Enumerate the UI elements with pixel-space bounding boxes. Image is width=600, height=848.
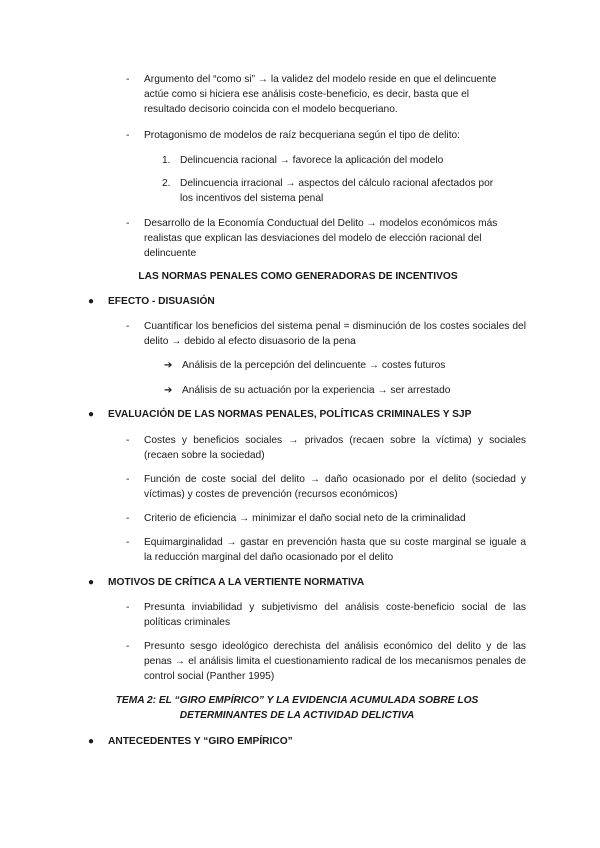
heading-efecto-disuasion: EFECTO - DISUASIÓN (108, 296, 215, 307)
paragraph-inviabilidad: Presunta inviabilidad y subjetivismo del análisis coste-beneficio social de las políticas criminales (144, 602, 526, 628)
section-title: LAS NORMAS PENALES COMO GENERADORAS DE INCENTIVOS (138, 271, 458, 282)
paragraph-como-si: Argumento del “como si” → la validez del modelo reside en que el delincuente actúe como si hiciera ese análisis coste-beneficio, es decir, basta que el resultado decisorio coincida con el modelo becqueriano. (144, 74, 497, 115)
tema-title-line1: TEMA 2: EL “GIRO EMPÍRICO” Y LA EVIDENCIA ACUMULADA SOBRE LOS (115, 695, 479, 706)
dash-marker: - (126, 218, 130, 229)
bullet-icon: ● (88, 296, 95, 307)
paragraph-equimarginalidad: Equimarginalidad → gastar en prevención hasta que su coste marginal se iguale a la reducción marginal del daño ocasionado por el delito (144, 537, 526, 563)
paragraph-cuantificar: Cuantificar los beneficios del sistema penal = disminución de los costes sociales del delito → debido al efecto disuasorio de la pena (144, 321, 526, 347)
paragraph-protagonismo: Protagonismo de modelos de raíz becqueriana según el tipo de delito: (144, 130, 461, 141)
dash-marker: - (126, 474, 130, 485)
dash-marker: - (126, 513, 130, 524)
numbered-item-racional: Delincuencia racional → favorece la aplicación del modelo (180, 155, 444, 166)
arrow-icon: ➔ (164, 385, 173, 396)
numbered-item-irracional: Delincuencia irracional → aspectos del cálculo racional afectados por los incentivos del sistema penal (180, 178, 494, 204)
arrow-item-actuacion: Análisis de su actuación por la experiencia → ser arrestado (182, 385, 451, 396)
dash-marker: - (126, 435, 130, 446)
bullet-icon: ● (88, 409, 95, 420)
dash-marker: - (126, 321, 130, 332)
tema-title-line2: DETERMINANTES DE LA ACTIVIDAD DELICTIVA (179, 710, 415, 721)
arrow-icon: ➔ (164, 360, 173, 371)
dash-marker: - (126, 130, 130, 141)
bullet-icon: ● (88, 736, 95, 747)
bullet-icon: ● (88, 577, 95, 588)
paragraph-economia-conductual: Desarrollo de la Economía Conductual del Delito → modelos económicos más realistas que explican las desviaciones del modelo de elección racional del delincuente (144, 218, 498, 259)
dash-marker: - (126, 74, 130, 85)
heading-motivos-critica: MOTIVOS DE CRÍTICA A LA VERTIENTE NORMATIVA (108, 577, 365, 588)
list-number: 2. (162, 178, 171, 189)
heading-antecedentes: ANTECEDENTES Y “GIRO EMPÍRICO” (108, 736, 293, 747)
paragraph-costes-beneficios: Costes y beneficios sociales → privados (recaen sobre la víctima) y sociales (recaen sobre la sociedad) (144, 435, 526, 461)
paragraph-eficiencia: Criterio de eficiencia → minimizar el daño social neto de la criminalidad (144, 513, 466, 524)
list-number: 1. (162, 155, 171, 166)
dash-marker: - (126, 641, 130, 652)
heading-evaluacion: EVALUACIÓN DE LAS NORMAS PENALES, POLÍTICAS CRIMINALES Y SJP (108, 409, 472, 420)
paragraph-funcion-coste: Función de coste social del delito → daño ocasionado por el delito (sociedad y víctimas) y costes de prevención (recursos económicos) (144, 474, 526, 500)
dash-marker: - (126, 537, 130, 548)
paragraph-sesgo-ideologico: Presunto sesgo ideológico derechista del análisis económico del delito y de las penas → el análisis limita el cuestionamiento radical de los mecanismos penales de control social (Panther 1995) (144, 641, 526, 682)
dash-marker: - (126, 602, 130, 613)
arrow-item-percepcion: Análisis de la percepción del delincuente → costes futuros (182, 360, 446, 371)
